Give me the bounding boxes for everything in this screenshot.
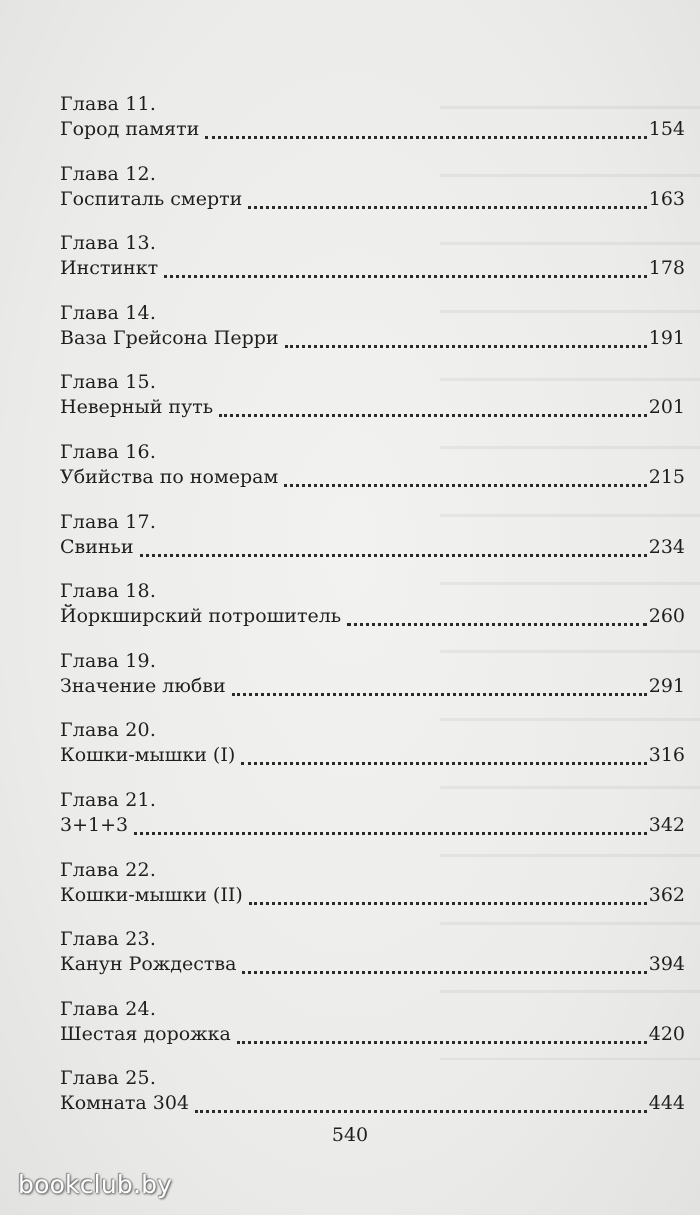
- toc-line: [60, 951, 685, 978]
- chapter-number: Глава 18.: [60, 580, 157, 603]
- toc-line: [60, 742, 685, 769]
- watermark-text: bookclub.by: [18, 1170, 173, 1199]
- toc-line: [60, 603, 685, 630]
- toc-entry: [60, 510, 685, 580]
- chapter-number: Глава 24.: [60, 997, 157, 1020]
- chapter-title: 3+1+3: [60, 813, 129, 836]
- toc-entry: [60, 301, 685, 371]
- chapter-number: Глава 17.: [60, 510, 157, 533]
- chapter-number: Глава 23.: [60, 928, 157, 951]
- dot-leader: [242, 951, 646, 974]
- dot-leader: [164, 255, 647, 278]
- toc-entry: [60, 718, 685, 788]
- chapter-number: Глава 19.: [60, 649, 157, 672]
- chapter-number: Глава 20.: [60, 719, 157, 742]
- chapter-title: Канун Рождества: [60, 953, 237, 976]
- dot-leader: [284, 464, 646, 487]
- chapter-title: Йоркширский потрошитель: [60, 605, 342, 628]
- chapter-number: Глава 16.: [60, 440, 157, 463]
- chapter-number: Глава 25.: [60, 1067, 157, 1090]
- chapter-title: Шестая дорожка: [60, 1022, 231, 1045]
- toc-line: [60, 673, 685, 700]
- toc-line: [60, 255, 685, 282]
- chapter-number: Глава 21.: [60, 788, 157, 811]
- dot-leader: [237, 1021, 647, 1044]
- toc-entry: [60, 231, 685, 301]
- chapter-number: Глава 15.: [60, 371, 157, 394]
- chapter-title: Убийства по номерам: [60, 465, 279, 488]
- dot-leader: [140, 534, 647, 557]
- dot-leader: [241, 742, 646, 765]
- toc-line: [60, 1090, 685, 1117]
- page-reference: 394: [648, 953, 685, 976]
- chapter-title: Ваза Грейсона Перри: [60, 326, 279, 349]
- chapter-number: Глава 14.: [60, 301, 157, 324]
- chapter-number: Глава 11.: [60, 93, 157, 115]
- page-reference: 201: [648, 396, 685, 419]
- chapter-title: Город памяти: [60, 118, 200, 140]
- toc-entry: [60, 92, 685, 162]
- page-reference: 215: [648, 465, 685, 488]
- toc-line: [60, 325, 685, 352]
- toc-entry: [60, 649, 685, 719]
- dot-leader: [285, 325, 647, 348]
- toc-entry: [60, 579, 685, 649]
- toc-line: [60, 534, 685, 561]
- toc-line: [60, 1021, 685, 1048]
- toc-entry: [60, 927, 685, 997]
- toc-line: [60, 812, 685, 839]
- dot-leader: [195, 1090, 647, 1113]
- toc-entry: [60, 440, 685, 510]
- page-reference: 420: [648, 1022, 685, 1045]
- page-reference: 342: [648, 813, 685, 836]
- toc-line: [60, 394, 685, 421]
- toc-entry: [60, 788, 685, 858]
- chapter-title: Кошки-мышки (I): [60, 744, 236, 767]
- chapter-title: Неверный путь: [60, 396, 214, 419]
- toc-entry: [60, 370, 685, 440]
- page-reference: 260: [648, 605, 685, 628]
- chapter-title: Инстинкт: [60, 257, 159, 280]
- page-reference: 154: [648, 118, 685, 140]
- toc-line: [60, 464, 685, 491]
- page-reference: 163: [648, 187, 685, 210]
- dot-leader: [248, 186, 646, 209]
- dot-leader: [232, 673, 647, 696]
- toc-entry: [60, 858, 685, 928]
- page-reference: 316: [648, 744, 685, 767]
- chapter-number: Глава 13.: [60, 232, 157, 255]
- toc-line: [60, 186, 685, 213]
- toc-line: [60, 882, 685, 909]
- page-reference: 178: [648, 257, 685, 280]
- chapter-number: Глава 22.: [60, 858, 157, 881]
- toc-entry: [60, 997, 685, 1067]
- page-reference: 444: [648, 1092, 685, 1115]
- dot-leader: [205, 116, 646, 139]
- dot-leader: [347, 603, 647, 626]
- chapter-title: Кошки-мышки (II): [60, 883, 243, 906]
- chapter-title: Госпиталь смерти: [60, 187, 243, 210]
- page-reference: 291: [648, 674, 685, 697]
- page-reference: 362: [648, 883, 685, 906]
- chapter-title: Значение любви: [60, 674, 226, 697]
- chapter-title: Свиньи: [60, 535, 134, 558]
- dot-leader: [249, 882, 647, 905]
- page-number: 540: [331, 1124, 369, 1146]
- chapter-number: Глава 12.: [60, 162, 157, 185]
- page-reference: 234: [648, 535, 685, 558]
- chapter-title: Комната 304: [60, 1092, 190, 1115]
- dot-leader: [134, 812, 647, 835]
- table-of-contents: [60, 92, 685, 1136]
- toc-line: [60, 116, 685, 143]
- dot-leader: [219, 394, 647, 417]
- page-reference: 191: [648, 326, 685, 349]
- toc-entry: [60, 162, 685, 232]
